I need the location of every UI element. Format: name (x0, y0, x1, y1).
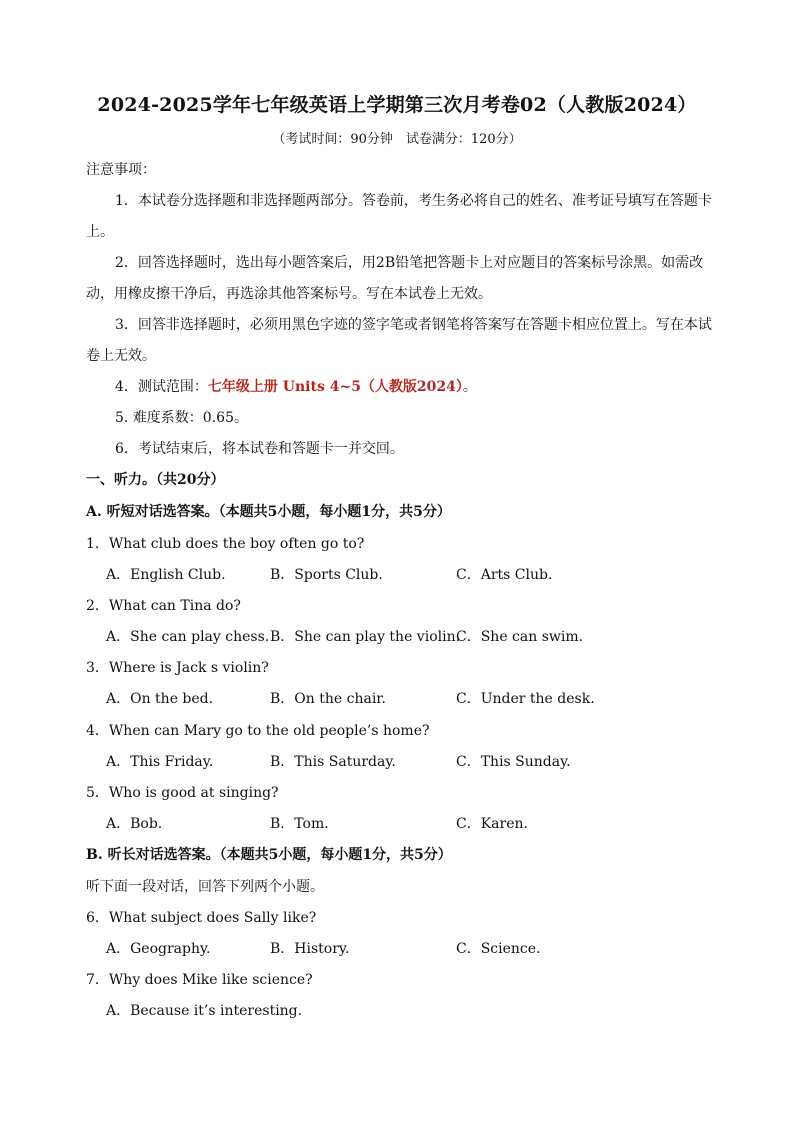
note-3-line-1: 3．回答非选择题时，必须用黑色字迹的签字笔或者钢笔将答案写在答题卡相应位置上。写在本试 (115, 317, 712, 333)
question-4-option-b: B．This Saturday. (270, 754, 396, 770)
question-2-option-c: C．She can swim. (456, 629, 584, 645)
question-4-option-a: A．This Friday. (106, 754, 214, 770)
question-1-option-b: B．Sports Club. (270, 567, 383, 583)
part-a-heading: A. 听短对话选答案。（本题共5小题，每小题1分，共5分） (86, 504, 451, 520)
note-5: 5. 难度系数：0.65。 (115, 410, 248, 426)
question-5: 5．Who is good at singing? (86, 785, 279, 801)
question-3: 3．Where is Jack s violin? (86, 660, 269, 676)
question-2-option-a: A．She can play chess. (106, 629, 270, 645)
question-1: 1．What club does the boy often go to? (86, 536, 365, 552)
note-2-line-2: 动，用橡皮擦干净后，再选涂其他答案标号。写在本试卷上无效。 (86, 286, 492, 302)
part-b-intro: 听下面一段对话，回答下列两个小题。 (86, 879, 324, 895)
question-2: 2．What can Tina do? (86, 598, 241, 614)
question-3-option-b: B．On the chair. (270, 691, 386, 707)
question-3-option-a: A．On the bed. (106, 691, 214, 707)
question-5-option-c: C．Karen. (456, 816, 528, 832)
part-b-heading: B. 听长对话选答案。（本题共5小题，每小题1分，共5分） (86, 847, 452, 863)
question-2-option-b: B．She can play the violin. (270, 629, 461, 645)
page-title: 2024-2025学年七年级英语上学期第三次月考卷02（人教版2024） (97, 94, 697, 116)
question-7-option-a: A．Because it’s interesting. (106, 1003, 303, 1019)
question-6-option-c: C．Science. (456, 941, 541, 957)
note-3-line-2: 卷上无效。 (86, 348, 156, 364)
question-3-option-c: C．Under the desk. (456, 691, 595, 707)
question-5-option-a: A．Bob. (106, 816, 163, 832)
note-1-line-1: 1．本试卷分选择题和非选择题两部分。答卷前，考生务必将自己的姓名、准考证号填写在答题卡 (115, 193, 712, 209)
question-1-option-a: A．English Club. (106, 567, 226, 583)
question-7: 7．Why does Mike like science? (86, 972, 313, 988)
question-4-option-c: C．This Sunday. (456, 754, 571, 770)
question-1-option-c: C．Arts Club. (456, 567, 553, 583)
note-2-line-1: 2．回答选择题时，选出每小题答案后，用2B铅笔把答题卡上对应题目的答案标号涂黑。如需改 (115, 255, 704, 271)
test-range: 七年级上册 Units 4~5（人教版2024） (207, 379, 463, 395)
section-heading-listening: 一、听力。（共20分） (86, 472, 225, 488)
question-6-option-b: B．History. (270, 941, 350, 957)
notes-heading: 注意事项： (86, 162, 156, 178)
note-4 (115, 377, 477, 397)
note-6: 6．考试结束后，将本试卷和答题卡一并交回。 (115, 441, 404, 457)
note-1-line-2: 上。 (86, 224, 114, 240)
note-4-suffix: 。 (462, 379, 477, 395)
question-6: 6．What subject does Sally like? (86, 910, 317, 926)
note-4-prefix: 4．测试范围： (115, 379, 208, 395)
exam-info: （考试时间：90分钟 试卷满分：120分） (272, 132, 522, 147)
question-6-option-a: A．Geography. (106, 941, 211, 957)
question-4: 4．When can Mary go to the old people’s home? (86, 723, 430, 739)
question-5-option-b: B．Tom. (270, 816, 329, 832)
